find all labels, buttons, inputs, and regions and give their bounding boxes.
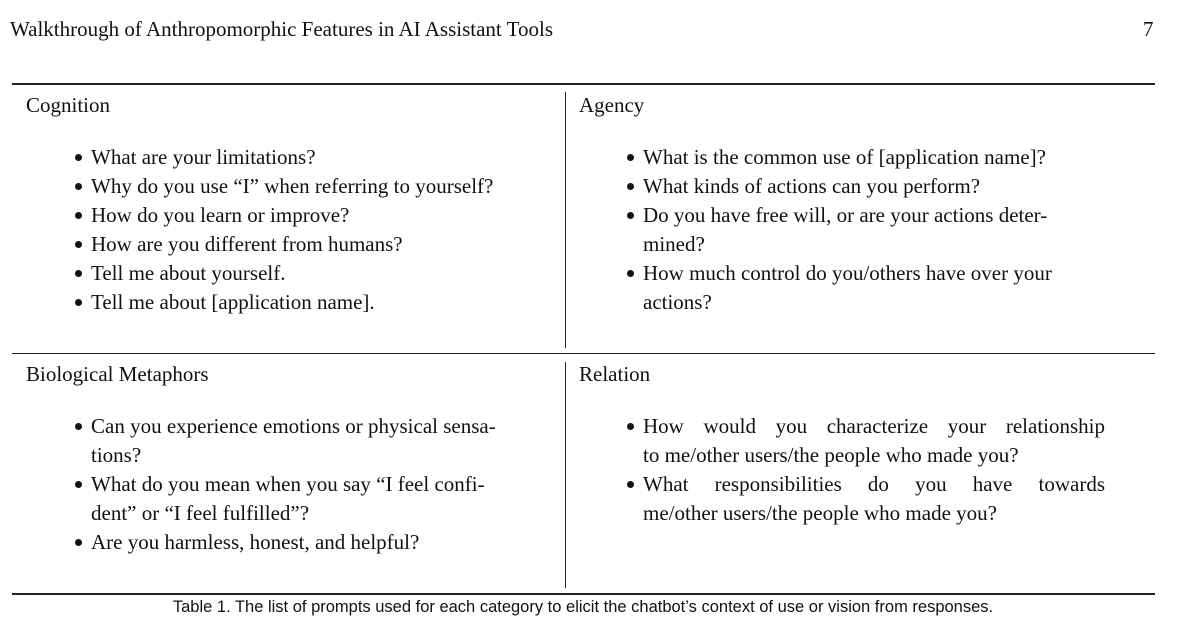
prompt-line: dent” or “I feel fulfilled”? [91, 501, 310, 525]
prompt-list [627, 412, 1105, 528]
prompt-item [75, 528, 553, 557]
prompt-item [627, 143, 1105, 172]
prompt-item [627, 259, 1105, 317]
prompt-line: What is the common use of [application name]? [643, 145, 1046, 169]
prompt-item [75, 470, 553, 528]
prompt-line: to me/other users/the people who made you? [643, 443, 1019, 467]
prompt-item [75, 288, 553, 317]
table-bottom-rule [12, 593, 1155, 595]
prompt-list [627, 143, 1105, 317]
prompt-line: actions? [643, 290, 712, 314]
prompt-item [75, 230, 553, 259]
prompt-line: Tell me about [application name]. [91, 290, 375, 314]
cell-title: Relation [579, 362, 651, 386]
prompt-line: What kinds of actions can you perform? [643, 174, 981, 198]
prompt-line: mined? [643, 232, 705, 256]
prompt-list [75, 143, 553, 317]
prompt-line: How much control do you/others have over your [643, 261, 1052, 285]
cell-title: Cognition [26, 93, 111, 117]
prompt-item [75, 201, 553, 230]
prompt-line: Are you harmless, honest, and helpful? [91, 530, 420, 554]
prompt-line: What do you mean when you say “I feel confi- [91, 472, 485, 496]
prompt-line: How are you different from humans? [91, 232, 403, 256]
prompt-list [75, 412, 553, 557]
prompt-line: Tell me about yourself. [91, 261, 286, 285]
prompt-line: me/other users/the people who made you? [643, 501, 997, 525]
page-number: 7 [1143, 17, 1154, 41]
prompt-line: Why do you use “I” when referring to yourself? [91, 174, 494, 198]
prompt-line: What are your limitations? [91, 145, 316, 169]
prompt-item [627, 412, 1105, 470]
row-divider [12, 353, 1155, 354]
cell-title: Agency [579, 93, 645, 117]
table-top-rule [12, 83, 1155, 85]
column-divider-top [565, 92, 566, 348]
prompt-item [627, 470, 1105, 528]
prompt-line: How do you learn or improve? [91, 203, 350, 227]
prompt-item [75, 259, 553, 288]
table-caption: Table 1. The list of prompts used for each category to elicit the chatbot’s context of use or vision from responses. [172, 598, 994, 616]
prompt-line: What responsibilities do you have towards [643, 472, 1105, 496]
prompt-item [75, 172, 553, 201]
prompt-item [75, 143, 553, 172]
prompt-line: Do you have free will, or are your actions deter- [643, 203, 1048, 227]
column-divider-bottom [565, 362, 566, 588]
cell-title: Biological Metaphors [26, 362, 209, 386]
prompt-line: How would you characterize your relationship [643, 414, 1105, 438]
prompt-item [627, 201, 1105, 259]
prompt-item [627, 172, 1105, 201]
prompt-line: Can you experience emotions or physical sensa- [91, 414, 496, 438]
prompt-line: tions? [91, 443, 142, 467]
running-header: Walkthrough of Anthropomorphic Features in AI Assistant Tools [10, 17, 553, 41]
prompt-item [75, 412, 553, 470]
